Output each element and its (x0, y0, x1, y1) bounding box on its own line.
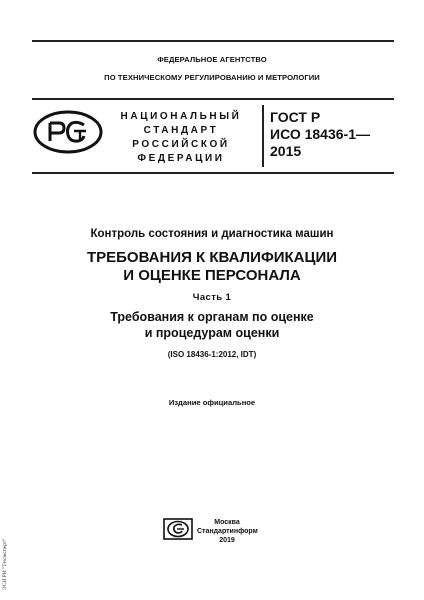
publisher-city: Москва (214, 519, 240, 526)
standard-separator (262, 105, 264, 167)
publisher-year: 2019 (219, 537, 235, 544)
agency-line-1: ФЕДЕРАЛЬНОЕ АГЕНТСТВО (157, 55, 267, 64)
national-line-2: СТАНДАРТ (143, 125, 219, 136)
header-rule (32, 98, 394, 100)
main-title (0, 249, 424, 285)
publisher-name: Стандартинформ (197, 528, 258, 535)
main-title-line-2: И ОЦЕНКЕ ПЕРСОНАЛА (123, 267, 301, 284)
gost-line-1: ГОСТ Р (270, 109, 321, 125)
agency-line-2: ПО ТЕХНИЧЕСКОМУ РЕГУЛИРОВАНИЮ И МЕТРОЛОГИИ (104, 73, 320, 82)
standard-rule (32, 172, 394, 174)
subject-title: Контроль состояния и диагностика машин (90, 228, 334, 240)
part-title-line-2: и процедурам оценки (144, 326, 280, 340)
national-line-1: НАЦИОНАЛЬНЫЙ (120, 111, 242, 122)
national-line-3: РОССИЙСКОЙ (132, 139, 230, 150)
national-line-4: ФЕДЕРАЦИИ (137, 153, 225, 164)
gost-r-emblem-icon (32, 109, 104, 155)
edition-label: Издание официальное (168, 398, 256, 407)
standartinform-logo-icon (163, 518, 193, 540)
part-label: Часть 1 (192, 292, 232, 303)
top-rule (32, 40, 394, 42)
part-title (0, 309, 424, 341)
gost-line-3: 2015 (270, 143, 302, 159)
part-title-line-1: Требования к органам по оценке (110, 310, 314, 324)
side-watermark: ЭСИ РИ "Техэксперт" (2, 538, 8, 590)
gost-designation (270, 109, 370, 160)
publisher-block (197, 518, 257, 545)
gost-line-2: ИСО 18436-1— (270, 126, 370, 142)
iso-reference: (ISO 18436-1:2012, IDT) (167, 350, 257, 359)
main-title-line-1: ТРЕБОВАНИЯ К КВАЛИФИКАЦИИ (86, 249, 338, 266)
national-standard-label (106, 110, 256, 166)
